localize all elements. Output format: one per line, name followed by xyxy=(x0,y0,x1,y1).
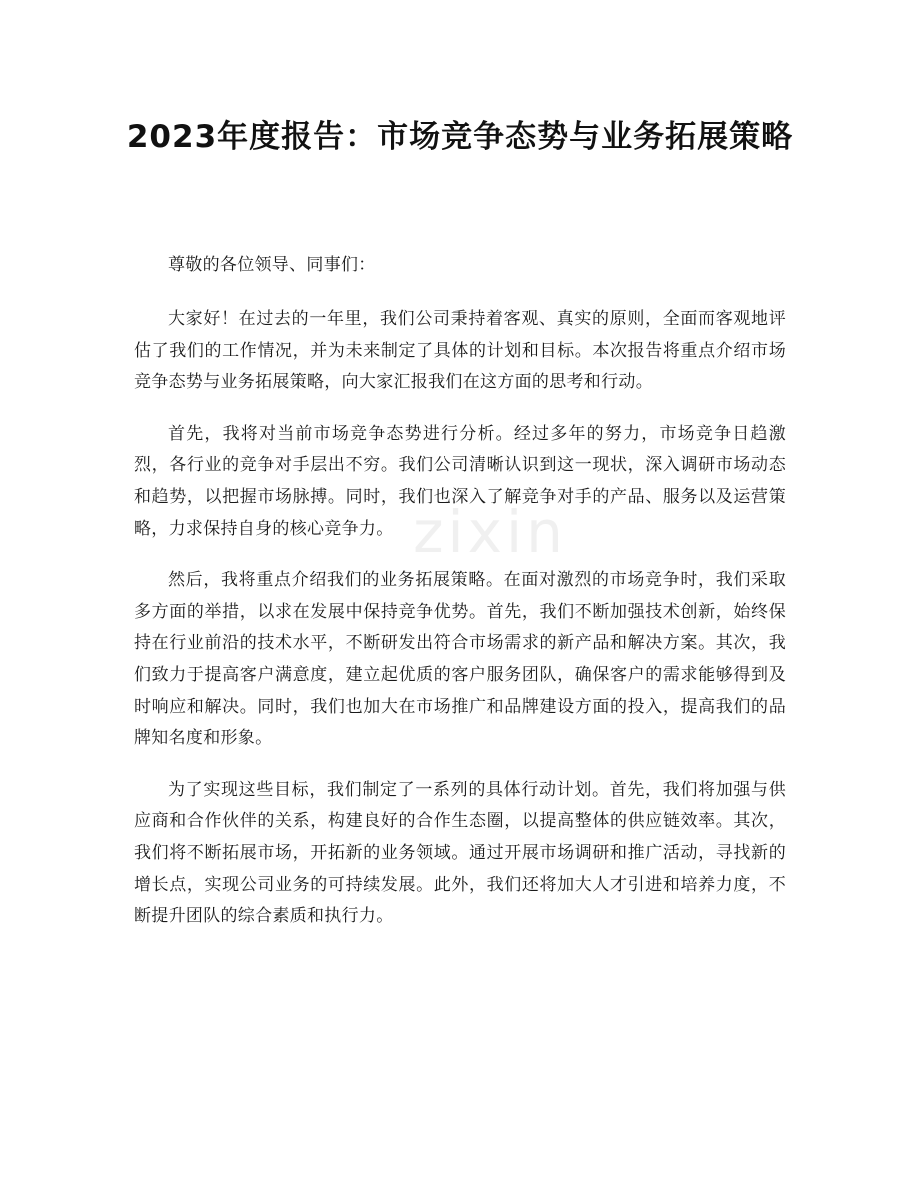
paragraph-intro: 大家好！在过去的一年里，我们公司秉持着客观、真实的原则，全面而客观地评估了我们的工作情况，并为未来制定了具体的计划和目标。本次报告将重点介绍市场竞争态势与业务拓展策略，向大家汇报我们在这方面的思考和行动。 xyxy=(134,309,786,393)
paragraph-action-plan: 为了实现这些目标，我们制定了一系列的具体行动计划。首先，我们将加强与供应商和合作伙伴的关系，构建良好的合作生态圈，以提高整体的供应链效率。其次，我们将不断拓展市场，开拓新的业务领域。通过开展市场调研和推广活动，寻找新的增长点，实现公司业务的可持续发展。此外，我们还将加大人才引进和培养力度，不断提升团队的综合素质和执行力。 xyxy=(134,779,786,927)
document-title: 2023年度报告：市场竞争态势与业务拓展策略 xyxy=(126,119,794,155)
salutation: 尊敬的各位领导、同事们： xyxy=(168,255,376,275)
paragraph-expansion-strategy: 然后，我将重点介绍我们的业务拓展策略。在面对激烈的市场竞争时，我们采取多方面的举措，以求在发展中保持竞争优势。首先，我们不断加强技术创新，始终保持在行业前沿的技术水平，不断研发出符合市场需求的新产品和解决方案。其次，我们致力于提高客户满意度，建立起优质的客户服务团队，确保客户的需求能够得到及时响应和解决。同时，我们也加大在市场推广和品牌建设方面的投入，提高我们的品牌知名度和形象。 xyxy=(134,570,786,749)
document-body xyxy=(134,250,786,953)
paragraph-market-analysis: 首先，我将对当前市场竞争态势进行分析。经过多年的努力，市场竞争日趋激烈，各行业的竞争对手层出不穷。我们公司清晰认识到这一现状，深入调研市场动态和趋势，以把握市场脉搏。同时，我们也深入了解竞争对手的产品、服务以及运营策略，力求保持自身的核心竞争力。 xyxy=(134,423,786,539)
watermark-text: zixin xyxy=(413,498,567,566)
